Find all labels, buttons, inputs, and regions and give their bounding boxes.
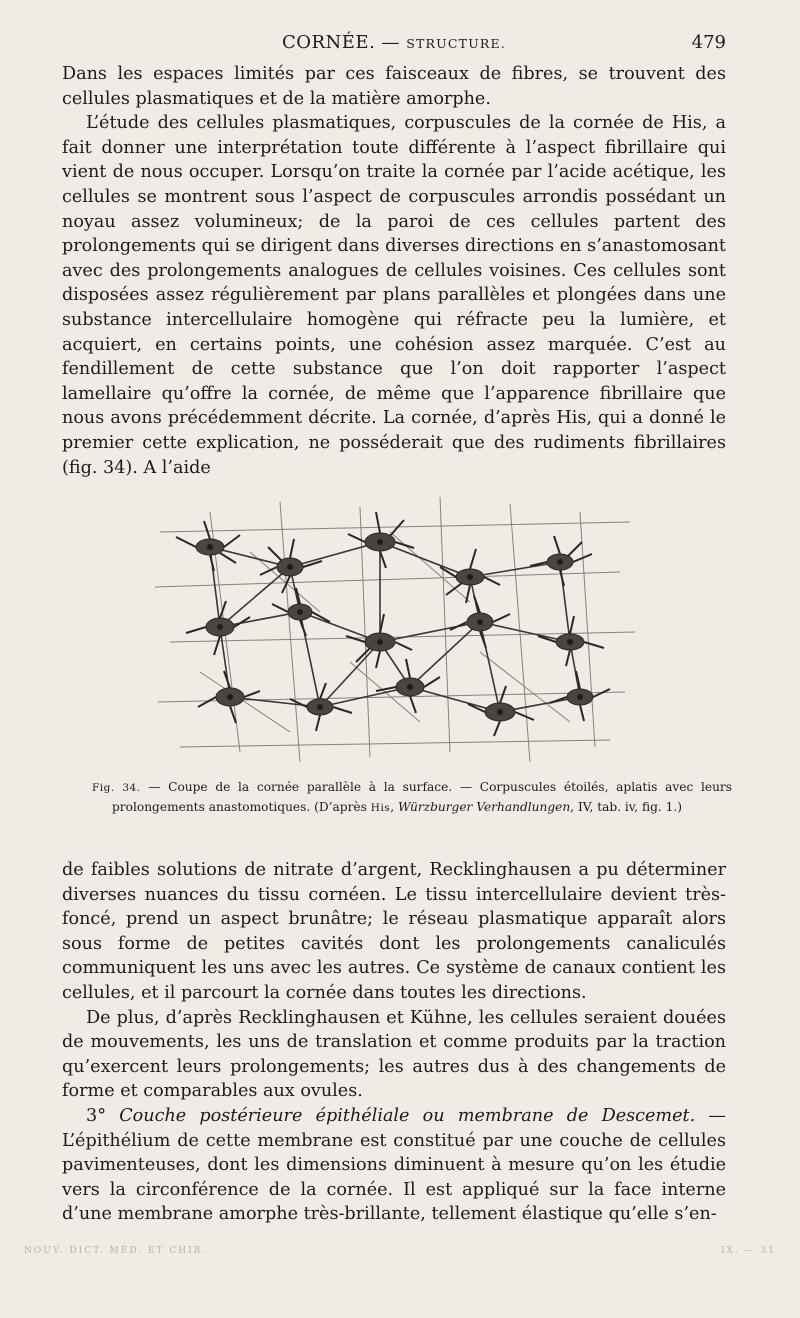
page [62, 26, 733, 1296]
running-title [62, 32, 726, 53]
caption-author: His [370, 802, 391, 815]
section-heading: Couche postérieure épithéliale ou membrane de Descemet. [119, 1106, 696, 1127]
caption-separator: , [390, 800, 398, 815]
section-number: 3° [86, 1106, 120, 1127]
paragraph-1: Dans les espaces limités par ces faisceaux de fibres, se trouvent des cellules plasmatiques et de la matière amorphe. [62, 64, 726, 109]
footer-left: NOUV. DICT. MÉD. ET CHIR. [24, 1246, 208, 1256]
caption-text: — Coupe de la cornée parallèle à la surface. — Corpuscules étoilés, aplatis avec leurs prolongements anastomotiques. (D’après [112, 780, 733, 815]
running-title-main: CORNÉE. [281, 32, 376, 53]
page-number: 479 [691, 32, 726, 53]
paragraph-4: De plus, d’après Recklinghausen et Kühne, les cellules seraient douées de mouvements, les uns de translation et comme produits par la traction qu’exercent leurs prolongements; les autres dus à des changements de forme et comparables aux ovules. [62, 1007, 726, 1102]
paragraph-2: L’étude des cellules plasmatiques, corpuscules de la cornée de His, a fait donner une interprétation toute différente à l’aspect fibrillaire qui vient de nous occuper. Lorsqu’on traite la cornée par l’acide acétique, les cellules se montrent sous l’aspect de corpuscules arrondis possédant un noyau assez volumineux; de la paroi de ces cellules partent des prolongements qui se dirigent dans diverses directions en s’anastomosant avec des prolongements analogues de cellules voisines. Ces cellules sont disposées assez régulièrement par plans parallèles et plongées dans une substance intercellulaire homogène qui réfracte peu la lumière, et acquiert, en certains points, une cohésion assez marquée. C’est au fendillement de cette substance que l’on doit rapporter l’aspect lamellaire qu’offre la cornée, de même que l’apparence fibrillaire que nous avons précédemment décrite. La cornée, d’après His, qui a donné le premier cette explication, ne posséderait que des rudiments fibrillaires (fig. 34). A l’aide [62, 113, 726, 478]
running-title-section: STRUCTURE. [406, 36, 507, 51]
running-title-dash: — [375, 32, 407, 53]
figure-label: Fig. 34. [92, 782, 141, 795]
paragraph-3: de faibles solutions de nitrate d’argent, Recklinghausen a pu déterminer diverses nuances du tissu cornéen. Le tissu intercellulaire devient très-foncé, prend un aspect brunâtre; le réseau plasmatique apparaît alors sous forme de petites cavités dont les prolongements canaliculés communiquent les uns avec les autres. Ce système de canaux contient les cellules, et il parcourt la cornée dans toutes les directions. [62, 860, 726, 1004]
figure-caption [92, 778, 732, 818]
caption-journal: Würzburger Verhandlungen [397, 800, 571, 815]
caption-reference: , IV, tab. iv, fig. 1.) [570, 800, 683, 815]
cornea-cells-illustration [150, 492, 640, 772]
footer-right: IX. — 31 [721, 1246, 776, 1256]
section-text: — L’épithélium de cette membrane est constitué par une couche de cellules pavimenteuses, dont les dimensions diminuent à mesure qu’on les étudie vers la circonférence de la cornée. Il est appliqué sur la face interne d’une membrane amorphe très-brillante, tellement élastique qu’elle s’en- [62, 1106, 726, 1225]
page-footer [24, 1246, 776, 1256]
running-header [62, 26, 726, 62]
paragraph-5 [62, 1104, 726, 1227]
figure-34 [62, 488, 733, 858]
